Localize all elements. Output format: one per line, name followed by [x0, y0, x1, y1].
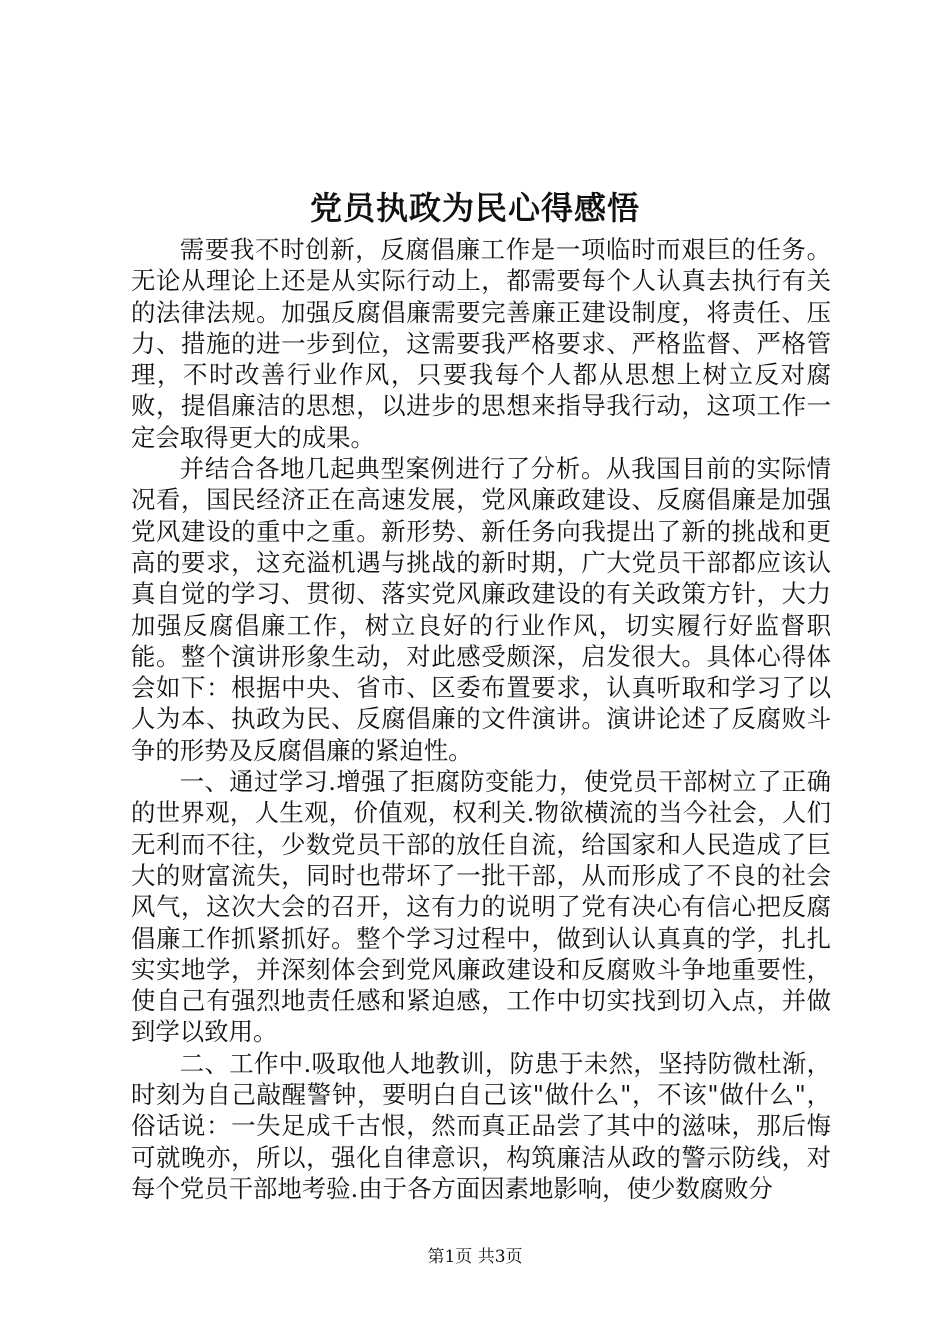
paragraph-1: 需要我不时创新，反腐倡廉工作是一项临时而艰巨的任务。无论从理论上还是从实际行动上，都需要每个人认真去执行有关的法律法规。加强反腐倡廉需要完善廉正建设制度，将责任、压力、措施的进一步到位，这需要我严格要求、严格监督、严格管理，不时改善行业作风，只要我每个人都从思想上树立反对腐败，提倡廉洁的思想，以进步的思想来指导我行动，这项工作一定会取得更大的成果。 [131, 235, 831, 452]
page-number: 第1页 共3页 [427, 1247, 523, 1267]
paragraph-4: 二、工作中.吸取他人地教训，防患于未然，坚持防微杜渐，时刻为自己敲醒警钟，要明白自己该"做什么"，不该"做什么"，俗话说：一失足成千古恨，然而真正品尝了其中的滋味，那后悔可就晚亦，所以，强化自律意识，构筑廉洁从政的警示防线，对每个党员干部地考验.由于各方面因素地影响，使少数腐败分 [131, 1048, 831, 1203]
paragraph-3: 一、通过学习.增强了拒腐防变能力，使党员干部树立了正确的世界观，人生观，价值观，权利关.物欲横流的当今社会，人们无利而不往，少数党员干部的放任自流，给国家和人民造成了巨大的财富流失，同时也带坏了一批干部，从而形成了不良的社会风气，这次大会的召开，这有力的说明了党有决心有信心把反腐倡廉工作抓紧抓好。整个学习过程中，做到认认真真的学，扎扎实实地学，并深刻体会到党风廉政建设和反腐败斗争地重要性，使自己有强烈地责任感和紧迫感，工作中切实找到切入点，并做到学以致用。 [131, 767, 831, 1047]
document-title: 党员执政为民心得感悟 [309, 189, 640, 227]
paragraph-2: 并结合各地几起典型案例进行了分析。从我国目前的实际情况看，国民经济正在高速发展，党风廉政建设、反腐倡廉是加强党风建设的重中之重。新形势、新任务向我提出了新的挑战和更高的要求，这充溢机遇与挑战的新时期，广大党员干部都应该认真自觉的学习、贯彻、落实党风廉政建设的有关政策方针，大力加强反腐倡廉工作，树立良好的行业作风，切实履行好监督职能。整个演讲形象生动，对此感受颇深，启发很大。具体心得体会如下：根据中央、省市、区委布置要求，认真听取和学习了以人为本、执政为民、反腐倡廉的文件演讲。演讲论述了反腐败斗争的形势及反腐倡廉的紧迫性。 [131, 454, 831, 765]
document-body [131, 234, 831, 1204]
